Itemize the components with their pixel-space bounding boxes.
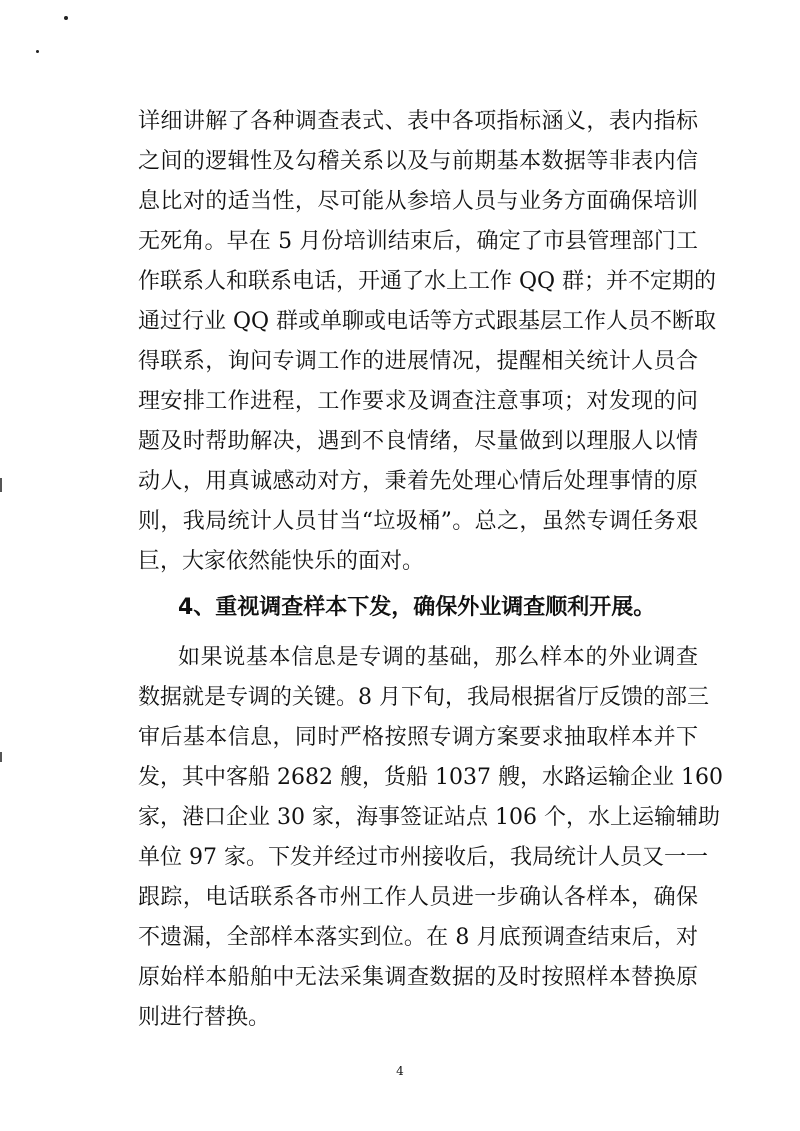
paragraph-line: 不遗漏，全部样本落实到位。在 8 月底预调查结束后，对: [138, 925, 698, 950]
paragraph-line: 息比对的适当性，尽可能从参培人员与业务方面确保培训: [138, 189, 698, 214]
paragraph-line: 则，我局统计人员甘当“垃圾桶”。总之，虽然专调任务艰: [138, 509, 698, 534]
paragraph-line: 动人，用真诚感动对方，秉着先处理心情后处理事情的原: [138, 469, 698, 494]
paragraph-line: 单位 97 家。下发并经过市州接收后，我局统计人员又一一: [138, 845, 708, 870]
scan-speck: [36, 50, 39, 53]
paragraph-line: 作联系人和联系电话，开通了水上工作 QQ 群；并不定期的: [138, 269, 717, 294]
paragraph-line: 通过行业 QQ 群或单聊或电话等方式跟基层工作人员不断取: [138, 309, 717, 334]
paragraph-line: 如果说基本信息是专调的基础，那么样本的外业调查: [178, 645, 698, 670]
paragraph-line: 得联系，询问专调工作的进展情况，提醒相关统计人员合: [138, 349, 698, 374]
paragraph-line: 理安排工作进程，工作要求及调查注意事项；对发现的问: [138, 389, 698, 414]
paragraph-line: 题及时帮助解决，遇到不良情绪，尽量做到以理服人以情: [138, 429, 698, 454]
paragraph-line: 详细讲解了各种调查表式、表中各项指标涵义，表内指标: [138, 109, 698, 134]
scan-speck: [64, 16, 68, 20]
scan-edge-mark: [0, 478, 2, 492]
paragraph-line: 巨，大家依然能快乐的面对。: [138, 549, 425, 574]
paragraph-line: 家，港口企业 30 家，海事签证站点 106 个，水上运输辅助: [138, 805, 720, 830]
paragraph-line: 发，其中客船 2682 艘，货船 1037 艘，水路运输企业 160: [138, 765, 723, 790]
paragraph-line: 审后基本信息，同时严格按照专调方案要求抽取样本并下: [138, 725, 698, 750]
section-heading: 4、重视调查样本下发，确保外业调查顺利开展。: [178, 595, 656, 620]
paragraph-line: 则进行替换。: [138, 1005, 271, 1030]
page-number: 4: [396, 1064, 404, 1078]
paragraph-line: 原始样本船舶中无法采集调查数据的及时按照样本替换原: [138, 965, 698, 990]
paragraph-line: 无死角。早在 5 月份培训结束后，确定了市县管理部门工: [138, 229, 698, 254]
paragraph-line: 之间的逻辑性及勾稽关系以及与前期基本数据等非表内信: [138, 149, 698, 174]
paragraph-line: 数据就是专调的关键。8 月下旬，我局根据省厅反馈的部三: [138, 685, 709, 710]
paragraph-line: 跟踪，电话联系各市州工作人员进一步确认各样本，确保: [138, 885, 698, 910]
scan-edge-mark: [0, 752, 2, 762]
